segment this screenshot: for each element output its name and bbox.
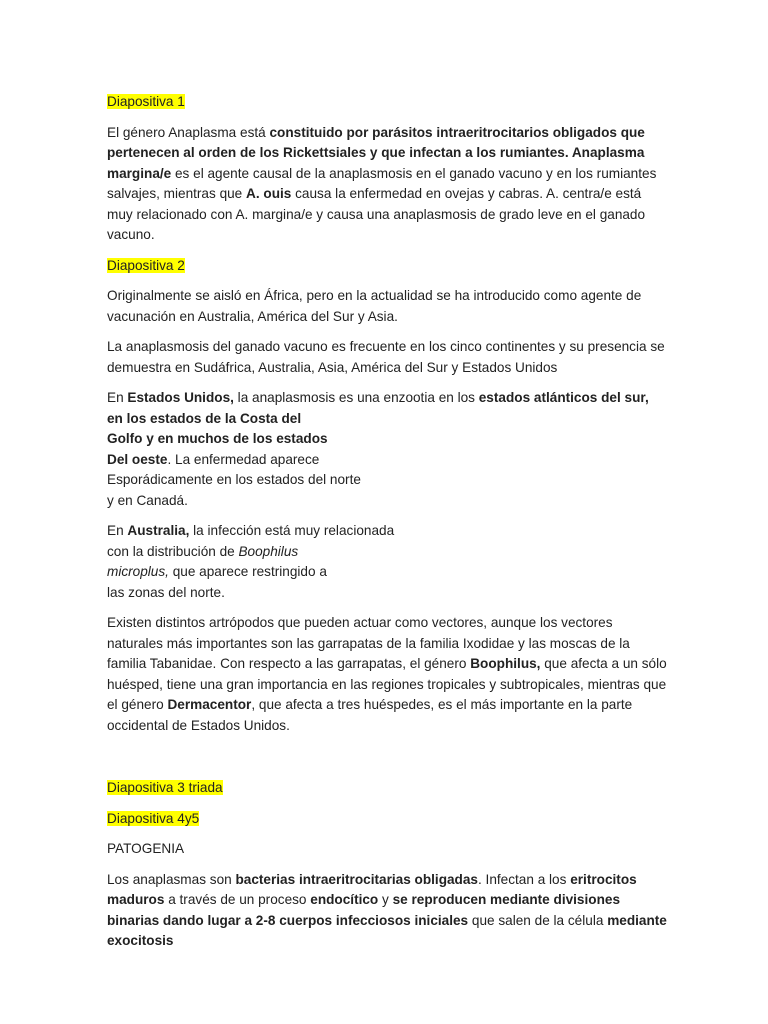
- highlighted-heading: Diapositiva 2: [107, 257, 185, 273]
- paragraph-vectores: Existen distintos artrópodos que pueden actuar como vectores, aunque los vectores naturales más importantes son las garrapatas de la familia Ixodidae y las moscas de la familia Tabanidae. Con respecto a las garrapatas, el género Boophilus, que afecta a un sólo huésped, tiene una gran importancia en las regiones tropicales y subtropicales, mientras que el género Dermacentor, que afecta a tres huéspedes, es el más importante en la parte occidental de Estados Unidos.: [107, 615, 667, 733]
- paragraph-estados-unidos: En Estados Unidos, la anaplasmosis es una enzootia en los estados atlánticos del sur, en los estados de la Costa del Golfo y en muchos de los estados Del oeste. La enfermedad aparece Esporádicamente en los estados del norte y en Canadá.: [107, 390, 649, 508]
- spacer: [107, 746, 667, 778]
- section-heading-1: [107, 92, 667, 113]
- paragraph-australia: En Australia, la infección está muy relacionada con la distribución de Boophilus microplus, que aparece restringido a las zonas del norte.: [107, 523, 395, 600]
- highlighted-heading: Diapositiva 3 triada: [107, 780, 223, 795]
- highlighted-heading: Diapositiva 1: [107, 94, 185, 109]
- document-page: [107, 92, 667, 962]
- paragraph-genero-anaplasma: El género Anaplasma está constituido por parásitos intraeritrocitarios obligados que pertenecen al orden de los Rickettsiales y que infectan a los rumiantes. Anaplasma margina/e es el agente causal de la anaplasmosis en el ganado vacuno y en los rumiantes salvajes, mientras que A. ouis causa la enfermedad en ovejas y cabras. A. centra/e está muy relacionado con A. margina/e y causa una anaplasmosis de grado leve en el ganado vacuno.: [107, 124, 657, 242]
- highlighted-heading: Diapositiva 4y5: [107, 810, 200, 826]
- section-heading-4: [107, 809, 667, 830]
- subheading-patogenia: PATOGENIA: [107, 841, 185, 856]
- paragraph-patogenia: Los anaplasmas son bacterias intraeritrocitarias obligadas. Infectan a los eritrocitos maduros a través de un proceso endocítico y se reproducen mediante divisiones binarias dando lugar a 2-8 cuerpos infecciosos iniciales que salen de la célula mediante exocitosis: [107, 871, 667, 948]
- section-heading-2: [107, 256, 667, 277]
- paragraph-distribucion: La anaplasmosis del ganado vacuno es frecuente en los cinco continentes y su presencia se demuestra en Sudáfrica, Australia, Asia, América del Sur y Estados Unidos: [107, 339, 665, 375]
- paragraph-origen: Originalmente se aisló en África, pero en la actualidad se ha introducido como agente de vacunación en Australia, América del Sur y Asia.: [107, 288, 642, 324]
- section-heading-3: [107, 778, 667, 799]
